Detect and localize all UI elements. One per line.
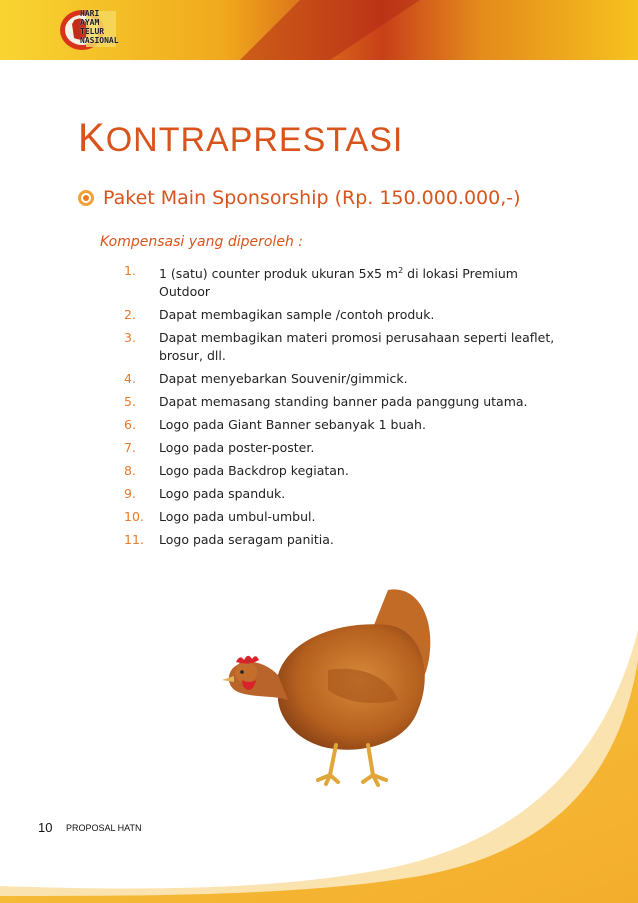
list-item [124, 262, 564, 301]
item-superscript: 2 [398, 266, 404, 275]
item-number: 10. [124, 509, 144, 525]
item-number: 3. [124, 330, 136, 346]
compensation-heading: Kompensasi yang diperoleh : [100, 234, 303, 250]
item-number: 2. [124, 307, 136, 323]
item-number: 1. [124, 263, 136, 278]
item-text-main: 1 (satu) counter produk ukuran 5x5 m [159, 266, 399, 282]
list-item [124, 393, 564, 411]
page-number: 10 [38, 820, 53, 835]
item-number: 5. [124, 394, 136, 410]
list-item [124, 508, 564, 526]
logo-text [80, 9, 120, 45]
list-item [124, 462, 564, 480]
logo-line-2: TELUR [80, 27, 105, 36]
item-text: Logo pada Giant Banner sebanyak 1 buah. [159, 417, 426, 433]
item-number: 8. [124, 463, 136, 479]
package-title: Paket Main Sponsorship (Rp. 150.000.000,-) [103, 187, 521, 209]
item-text: Logo pada Backdrop kegiatan. [159, 463, 349, 479]
list-item [124, 485, 564, 503]
item-number: 4. [124, 371, 136, 387]
hen-illustration [218, 580, 448, 795]
list-item [124, 439, 564, 457]
item-text: Dapat membagikan materi promosi perusahaan seperti leaflet, brosur, dll. [159, 330, 555, 364]
item-text: Logo pada poster-poster. [159, 440, 315, 456]
list-item [124, 531, 564, 549]
footer-label: PROPOSAL HATN [66, 823, 142, 833]
list-item [124, 306, 564, 324]
compensation-list [124, 262, 564, 554]
item-text-tail: di lokasi Premium Outdoor [159, 266, 518, 300]
list-item [124, 329, 564, 365]
title-rest: ONTRAPRESTASI [105, 121, 404, 159]
logo-line-3: NASIONAL [80, 36, 119, 45]
item-text: Logo pada seragam panitia. [159, 532, 334, 548]
item-text: Dapat menyebarkan Souvenir/gimmick. [159, 371, 408, 387]
package-heading [78, 187, 521, 209]
item-number: 6. [124, 417, 136, 433]
item-number: 9. [124, 486, 136, 502]
title-initial: K [78, 116, 106, 160]
logo-line-1: HARI AYAM [80, 9, 100, 27]
list-item [124, 416, 564, 434]
item-text: Dapat membagikan sample /contoh produk. [159, 307, 435, 323]
item-text: Logo pada umbul-umbul. [159, 509, 316, 525]
list-item [124, 370, 564, 388]
target-bullet-icon [78, 190, 94, 206]
item-text [159, 262, 564, 301]
item-number: 11. [124, 532, 144, 548]
item-text: Dapat memasang standing banner pada panggung utama. [159, 394, 528, 410]
item-number: 7. [124, 440, 136, 456]
item-text: Logo pada spanduk. [159, 486, 286, 502]
page-title [78, 116, 403, 161]
